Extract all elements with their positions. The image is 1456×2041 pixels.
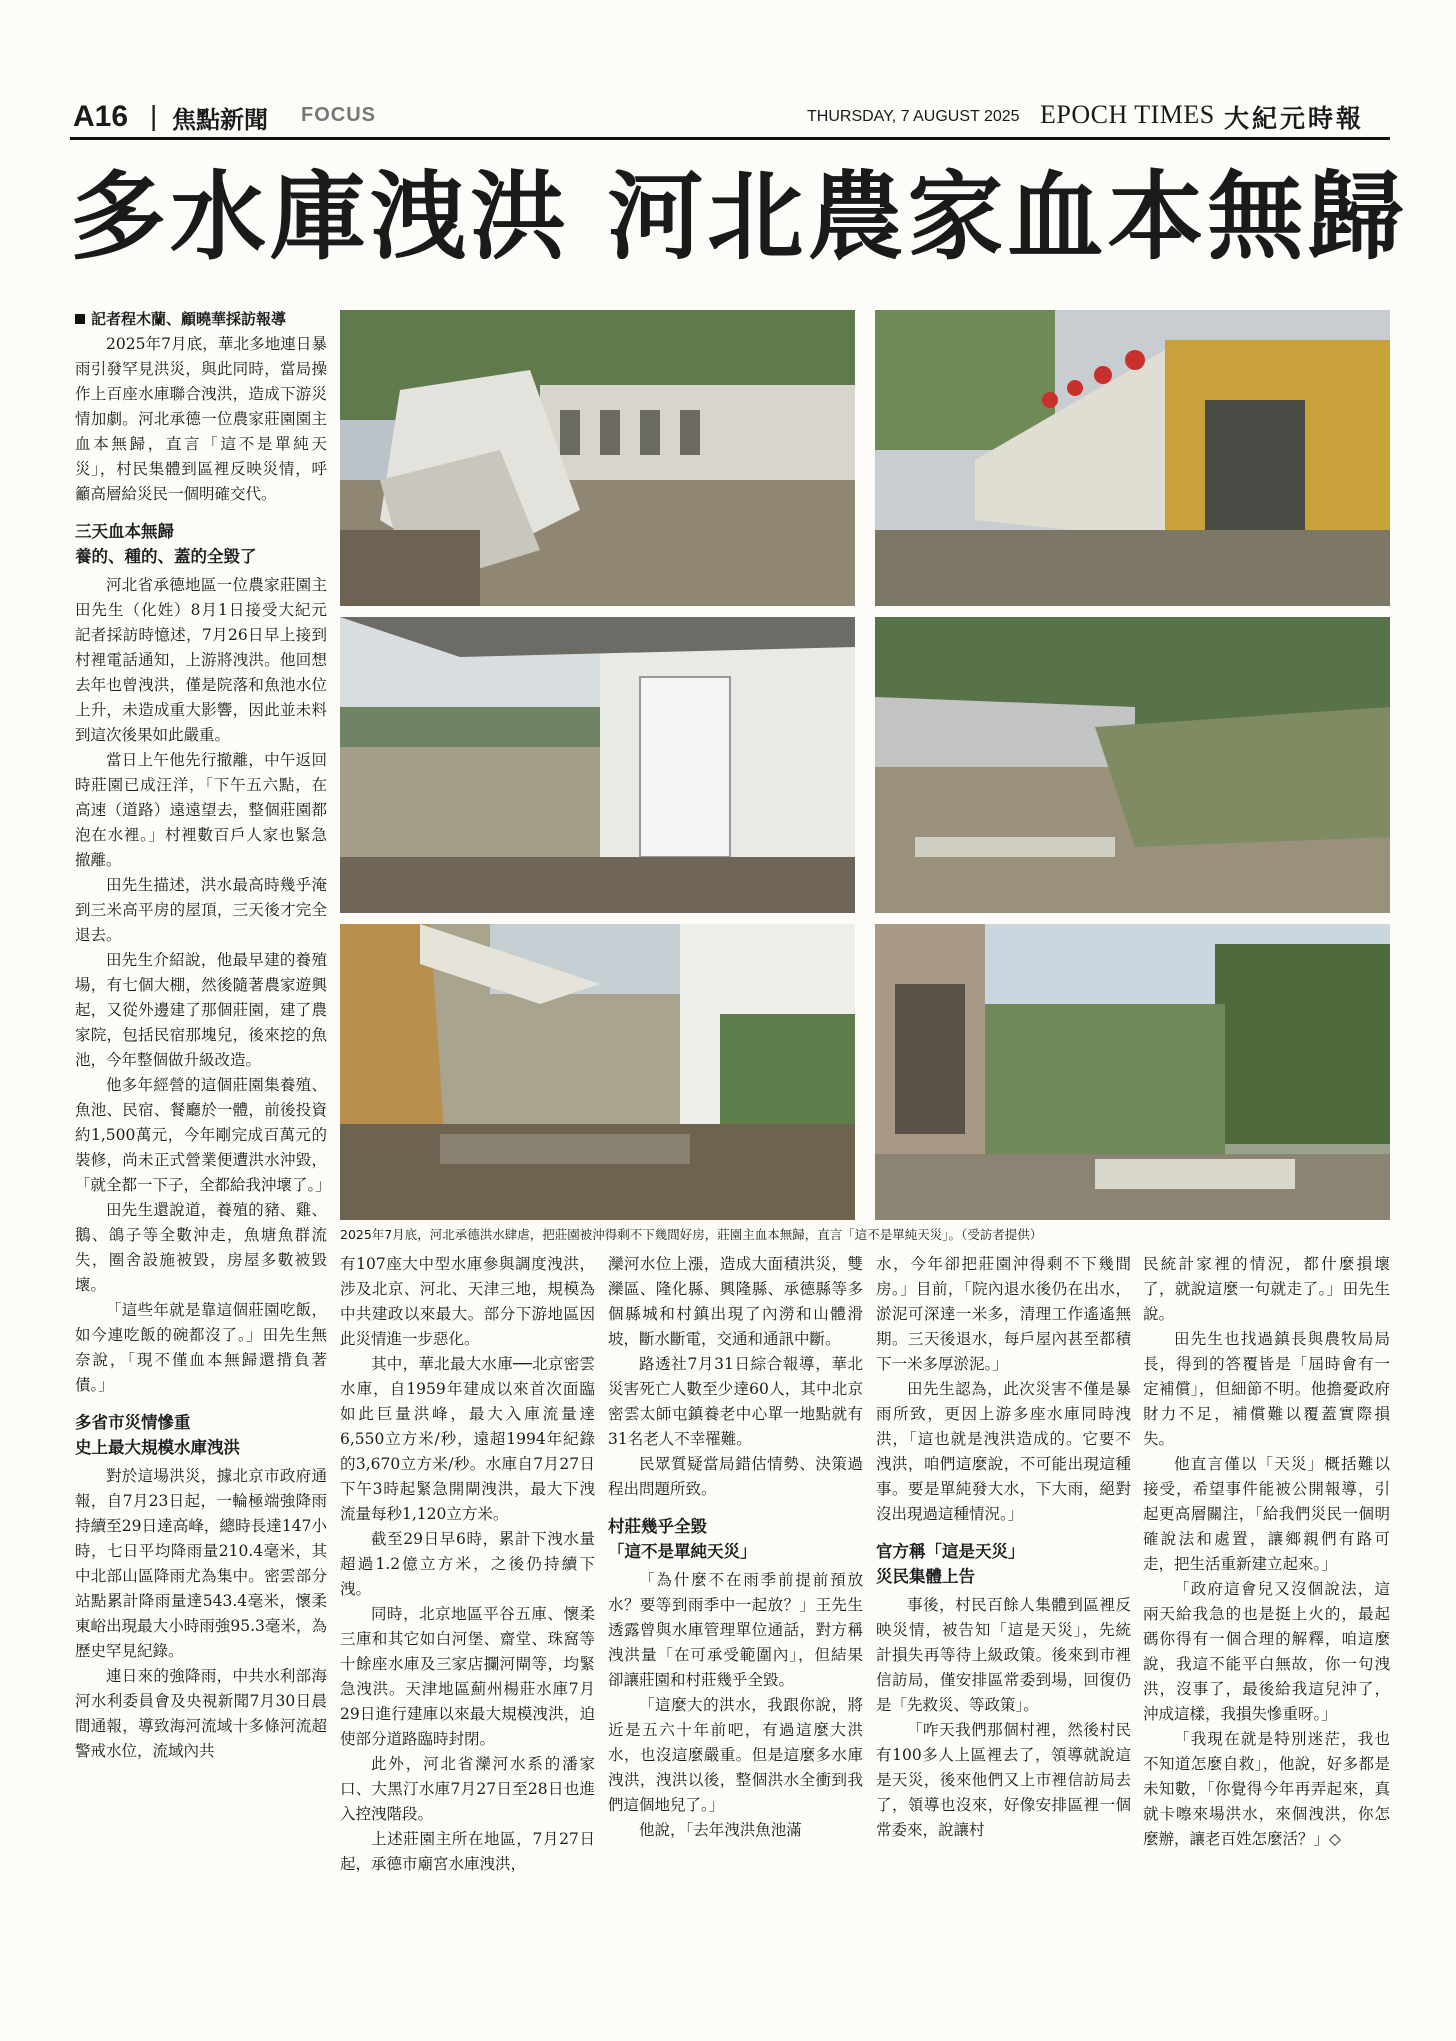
photo-river-from-interior: [340, 617, 855, 913]
paragraph: 截至29日早6時，累計下洩水量超過1.2億立方米，之後仍持續下洩。: [340, 1530, 595, 1598]
byline-text: 記者程木蘭、顧曉華採訪報導: [91, 310, 287, 328]
paragraph: 2025年7月底，華北多地連日暴雨引發罕見洪災，與此同時，當局操作上百座水庫聯合洩洪，造成下游災情加劇。河北承德一位農家莊園園主血本無歸，直言「這不是單純天災」，村民集體到區裡反映災情，呼籲高層給災民一個明確交代。: [75, 335, 327, 503]
paragraph: 水，今年卻把莊園沖得剩不下幾間房。」目前，「院內退水後仍在出水，淤泥可深達一米多，清理工作遙遙無期。三天後退水，每戶屋內甚至都積下一米多厚淤泥。」: [876, 1255, 1131, 1373]
photo-caption: 2025年7月底，河北承德洪水肆虐，把莊園被沖得剩不下幾間好房，莊園主血本無歸，直言「這不是單純天災」。（受訪者提供）: [340, 1227, 1043, 1242]
section-name-cn: 焦點新聞: [172, 106, 268, 134]
paragraph: 他多年經營的這個莊園集養殖、魚池、民宿、餐廳於一體，前後投資約1,500萬元，今年剛完成百萬元的裝修，尚未正式營業便遭洪水沖毀，「就全都一下子，全都給我沖壞了。」: [75, 1076, 331, 1194]
photo-flooded-alley: [875, 310, 1390, 606]
square-bullet-icon: [75, 314, 85, 324]
subheading-line: 村莊幾乎全毀: [608, 1517, 707, 1536]
paragraph: 當日上午他先行撤離，中午返回時莊園已成汪洋，「下午五六點，在高速（道路）遠遠望去，整個莊園都泡在水裡。」村裡數百戶人家也緊急撤離。: [75, 751, 327, 869]
paragraph: 「政府這會兒又沒個說法，這兩天給我急的也是挺上火的，最起碼你得有一個合理的解釋，咱這麼說，我這不能平白無故，你一句洩洪，沒事了，最後給我這兒沖了，沖成這樣，我損失慘重呀。」: [1143, 1580, 1390, 1723]
header-rule: [70, 137, 1390, 140]
paragraph: 路透社7月31日綜合報導，華北災害死亡人數至少達60人，其中北京密雲太師屯鎮養老中心單一地點就有31名老人不幸罹難。: [608, 1355, 863, 1448]
page-number: A16: [73, 100, 129, 133]
paragraph: 民眾質疑當局錯估情勢、決策過程出問題所致。: [608, 1455, 863, 1498]
paragraph: 「咋天我們那個村裡，然後村民有100多人上區裡去了，領導就說這是天災，後來他們又上市裡信訪局去了，領導也沒來，好像安排區裡一個常委來，說讓村: [876, 1721, 1131, 1839]
photo-collapsed-building: [340, 310, 855, 606]
subheading-line: 「這不是單純天災」: [608, 1542, 757, 1561]
subheading: [876, 1539, 1131, 1589]
paragraph: 民統計家裡的情況，都什麼損壞了，就說這麼一句就走了。」田先生說。: [1143, 1255, 1390, 1323]
photo-debris-roof: [875, 617, 1390, 913]
paragraph: 「這麼大的洪水，我跟你說，將近是五六十年前吧，有過這麼大洪水，也沒這麼嚴重。但是這麼多水庫洩洪，洩洪以後，整個洪水全衝到我們這個地兒了。」: [608, 1696, 863, 1814]
paragraph: 田先生也找過鎮長與農牧局局長，得到的答覆皆是「屆時會有一定補償」，但細節不明。他擔憂政府財力不足，補償難以覆蓋實際損失。: [1143, 1330, 1390, 1448]
article-column-1: [75, 307, 331, 1764]
issue-date: THURSDAY, 7 AUGUST 2025: [807, 108, 1020, 125]
subheading-line: 三天血本無歸: [75, 522, 174, 541]
article-column-3: [608, 1252, 863, 1843]
masthead-en: EPOCH TIMES: [1040, 100, 1215, 129]
photo-flooded-yard: [340, 924, 855, 1220]
paragraph: 「我現在就是特別迷茫，我也不知道怎麼自救」，他說，好多都是未知數，「你覺得今年再弄起來，真就卡嚓來場洪水，來個洩洪，你怎麼辦，讓老百姓怎麼活？」◇: [1143, 1730, 1390, 1848]
paragraph: 同時，北京地區平谷五庫、懷柔三庫和其它如白河堡、齋堂、珠窩等十餘座水庫及三家店攔河閘等，均緊急洩洪。天津地區薊州楊莊水庫7月29日進行建庫以來最大規模洩洪，迫使部分道路臨時封閉。: [340, 1605, 595, 1748]
article-column-5: [1143, 1252, 1390, 1852]
paragraph: 「為什麼不在雨季前提前預放水？要等到雨季中一起放？」王先生透露曾與水庫管理單位通話，對方稱洩洪量「在可承受範圍內」，但結果卻讓莊園和村莊幾乎全毀。: [608, 1571, 863, 1689]
section-name-en: FOCUS: [301, 104, 376, 126]
paragraph: 事後，村民百餘人集體到區裡反映災情，被告知「這是天災」，先統計損失再等待上級政策。後來到市裡信訪局，僅安排區常委到場，回復仍是「先救災、等政策」。: [876, 1596, 1131, 1714]
subheading-line: 官方稱「這是天災」: [876, 1542, 1025, 1561]
paragraph: 有107座大中型水庫參與調度洩洪，涉及北京、河北、天津三地，規模為中共建政以來最大。部分下游地區因此災情進一步惡化。: [340, 1255, 595, 1348]
byline: [75, 307, 327, 332]
paragraph: 河北省承德地區一位農家莊園主田先生（化姓）8月1日接受大紀元記者採訪時憶述，7月26日早上接到村裡電話通知，上游將洩洪。他回想去年也曾洩洪，僅是院落和魚池水位上升，未造成重大影響，因此並未料到這次後果如此嚴重。: [75, 576, 327, 744]
paragraph: 連日來的強降雨，中共水利部海河水利委員會及央視新聞7月30日晨間通報，導致海河流域十多條河流超警戒水位，流域內共: [75, 1667, 327, 1760]
subheading-line: 史上最大規模水庫洩洪: [75, 1438, 240, 1457]
article-column-2: [340, 1252, 595, 1877]
paragraph: 他說，「去年洩洪魚池滿: [639, 1821, 802, 1839]
paragraph: 「這些年就是靠這個莊園吃飯，如今連吃飯的碗都沒了。」田先生無奈說，「現不僅血本無歸還揹負著債。」: [75, 1301, 327, 1394]
subheading: [608, 1514, 863, 1564]
paragraph: 灤河水位上漲，造成大面積洪災，雙灤區、隆化縣、興隆縣、承德縣等多個縣城和村鎮出現了內澇和山體滑坡，斷水斷電，交通和通訊中斷。: [608, 1255, 863, 1348]
paragraph: 其中，華北最大水庫──北京密雲水庫，自1959年建成以來首次面臨如此巨量洪峰，最大入庫流量達6,550立方米/秒，遠超1994年紀錄的3,670立方米/秒。水庫自7月27日下午3時起緊急開閘洩洪，最大下洩流量每秒1,120立方米。: [340, 1355, 595, 1523]
headline: 多水庫洩洪 河北農家血本無歸: [70, 161, 1408, 273]
masthead-cn: 大紀元時報: [1224, 104, 1365, 133]
subheading-line: 養的、種的、蓋的全毀了: [75, 547, 257, 566]
subheading-line: 災民集體上告: [876, 1567, 975, 1586]
header-separator: |: [150, 100, 158, 131]
paragraph: 田先生還說道，養殖的豬、雞、鵝、鴿子等全數沖走，魚塘魚群流失，圈舍設施被毀，房屋多數被毀壞。: [75, 1201, 327, 1294]
photo-overgrown-courtyard: [875, 924, 1390, 1220]
paragraph: 此外，河北省灤河水系的潘家口、大黑汀水庫7月27日至28日也進入控洩階段。: [340, 1755, 595, 1823]
paragraph: 田先生介紹說，他最早建的養殖場，有七個大棚，然後隨著農家遊興起，又從外邊建了那個莊園，建了農家院，包括民宿那塊兒，後來挖的魚池，今年整個做升級改造。: [75, 951, 327, 1069]
subheading-line: 多省市災情慘重: [75, 1413, 191, 1432]
subheading: [75, 1410, 327, 1460]
paragraph: 他直言僅以「天災」概括難以接受，希望事件能被公開報導，引起更高層關注，「給我們災民一個明確說法和處置，讓鄉親們有路可走，把生活重新建立起來。」: [1143, 1455, 1390, 1573]
paragraph: 田先生認為，此次災害不僅是暴雨所致，更因上游多座水庫同時洩洪，「這也就是洩洪造成的。它要不洩洪，咱們這麼說，不可能出現這種事。要是單純發大水，下大雨，絕對沒出現過這種情況。」: [876, 1380, 1131, 1523]
subheading: [75, 519, 327, 569]
paragraph: 田先生描述，洪水最高時幾乎淹到三米高平房的屋頂，三天後才完全退去。: [75, 876, 327, 944]
article-column-4: [876, 1252, 1131, 1843]
paragraph: 上述莊園主所在地區，7月27日起，承德市廟宮水庫洩洪，: [340, 1830, 595, 1873]
paragraph: 對於這場洪災，據北京市政府通報，自7月23日起，一輪極端強降雨持續至29日達高峰，總時長達147小時，七日平均降雨量210.4毫米，其中北部山區降雨尤為集中。密雲部分站點累計降雨量達543.4毫米，懷柔東峪出現最大小時雨強95.3毫米，為歷史罕見紀錄。: [75, 1467, 327, 1660]
